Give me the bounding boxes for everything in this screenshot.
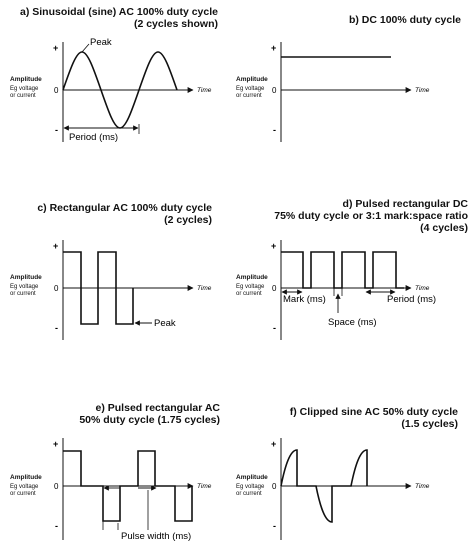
panel-d-pulse-train (281, 252, 404, 288)
panel-a-time: Time (197, 87, 212, 94)
panel-a-title-line2: (2 cycles shown) (133, 18, 218, 30)
panel-e-plus: + (53, 439, 59, 449)
panel-d-title-line3: (4 cycles) (420, 222, 468, 234)
panel-c-plus: + (53, 241, 59, 251)
panel-a-plus: + (53, 43, 59, 53)
panel-d-zero: 0 (272, 284, 277, 293)
or-current-label: or current (236, 93, 262, 99)
or-current-label: or current (236, 291, 262, 297)
panel-c (53, 240, 212, 340)
or-current-label: or current (236, 491, 262, 497)
panel-c-time: Time (197, 285, 212, 292)
eg-voltage-label: Eg voltage (10, 284, 39, 290)
or-current-label: or current (10, 491, 36, 497)
panel-c-title-line1: c) Rectangular AC 100% duty cycle (37, 202, 212, 214)
panel-b-title-line1: b) DC 100% duty cycle (348, 14, 461, 26)
panel-f-time: Time (415, 483, 430, 490)
panel-c-zero: 0 (54, 284, 59, 293)
panel-d-mark-label: Mark (ms) (283, 294, 326, 305)
eg-voltage-label: Eg voltage (10, 484, 39, 490)
or-current-label: or current (10, 93, 36, 99)
panel-e-title-line1: e) Pulsed rectangular AC (95, 402, 220, 414)
panel-d-time: Time (415, 285, 430, 292)
panel-b-plus: + (271, 43, 277, 53)
panel-d-minus: - (273, 323, 276, 333)
panel-c-peak-label: Peak (154, 318, 176, 329)
panel-f (271, 438, 430, 540)
panel-f-minus: - (273, 521, 276, 531)
amplitude-label: Amplitude (236, 474, 268, 481)
eg-voltage-label: Eg voltage (236, 484, 265, 490)
amplitude-label: Amplitude (236, 76, 268, 83)
panel-c-title-line2: (2 cycles) (164, 214, 212, 226)
panel-a-peak-pointer (82, 44, 89, 52)
panel-f-plus: + (271, 439, 277, 449)
panel-f-title-line2: (1.5 cycles) (401, 418, 458, 430)
panel-e-pulse-width-label: Pulse width (ms) (121, 531, 192, 542)
panel-b-minus: - (273, 125, 276, 135)
panel-e-bipolar-pulses (63, 451, 192, 521)
panel-e-minus: - (55, 521, 58, 531)
panel-e (53, 438, 212, 542)
panel-d-plus: + (271, 241, 277, 251)
eg-voltage-label: Eg voltage (10, 86, 39, 92)
amplitude-label: Amplitude (10, 474, 42, 481)
or-current-label: or current (10, 291, 36, 297)
panel-f-title-line1: f) Clipped sine AC 50% duty cycle (289, 406, 458, 418)
panel-a-peak-label: Peak (90, 37, 112, 48)
panel-a-zero: 0 (54, 86, 59, 95)
panel-a-minus: - (55, 125, 58, 135)
panel-a-period-label: Period (ms) (69, 132, 119, 143)
eg-voltage-label: Eg voltage (236, 86, 265, 92)
amplitude-label: Amplitude (10, 274, 42, 281)
panel-d-space-label: Space (ms) (328, 317, 377, 328)
panel-a-title-line1: a) Sinusoidal (sine) AC 100% duty cycle (19, 6, 218, 18)
amplitude-label: Amplitude (10, 76, 42, 83)
panel-c-minus: - (55, 323, 58, 333)
panel-d-title-line2: 75% duty cycle or 3:1 mark:space ratio (274, 210, 468, 222)
panel-b-time: Time (415, 87, 430, 94)
panel-b-zero: 0 (272, 86, 277, 95)
panel-e-zero: 0 (54, 482, 59, 491)
panel-d-title-line1: d) Pulsed rectangular DC (342, 198, 468, 210)
panel-e-title-line2: 50% duty cycle (1.75 cycles) (79, 414, 220, 426)
amplitude-label: Amplitude (236, 274, 268, 281)
panel-b (271, 42, 430, 142)
panel-a (53, 37, 212, 143)
panel-f-zero: 0 (272, 482, 277, 491)
panel-d-period-label: Period (ms) (387, 294, 437, 305)
panel-e-time: Time (197, 483, 212, 490)
eg-voltage-label: Eg voltage (236, 284, 265, 290)
panel-d (271, 240, 436, 340)
